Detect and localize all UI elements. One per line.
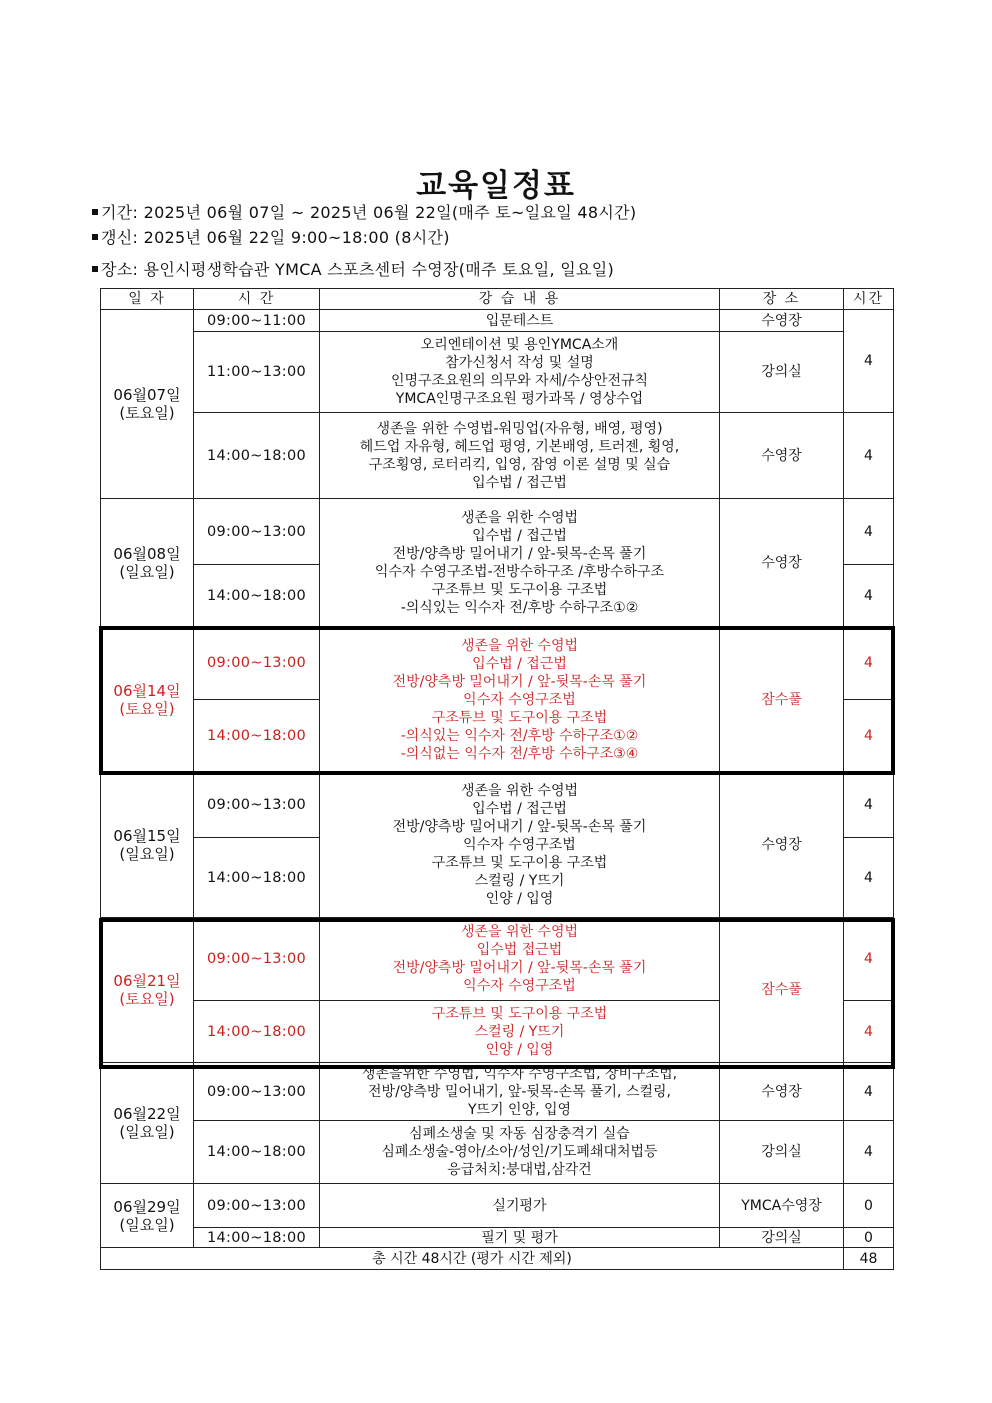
hours-cell: 4 [844, 838, 894, 918]
info-place: 장소: 용인시평생학습관 YMCA 스포츠센터 수영장(매주 토요일, 일요일) [92, 257, 614, 280]
date-cell: 06월29일 (일요일) [101, 1184, 194, 1248]
time-cell: 14:00~18:00 [194, 1001, 320, 1063]
date-cell: 06월22일 (일요일) [101, 1063, 194, 1184]
place-cell: 수영장 [720, 310, 844, 332]
header-time: 시 간 [194, 289, 320, 310]
bullet-icon [92, 266, 98, 272]
place-cell: 수영장 [720, 499, 844, 627]
hours-cell: 0 [844, 1228, 894, 1248]
content-cell: 구조튜브 및 도구이용 구조법 스컬링 / Y뜨기 인양 / 입영 [320, 1001, 720, 1063]
content-cell: 생존을 위한 수영법 입수법 / 접근법 전방/양측방 밀어내기 / 앞-뒷목-손목 풀기 익수자 수영구조법-전방수하구조 /후방수하구조 구조튜브 및 도구이용 구조법 -의식있는 익수자 전/후방 수하구조①② [320, 499, 720, 627]
time-cell: 09:00~13:00 [194, 773, 320, 838]
content-cell: 생존을 위한 수영법 입수법 / 접근법 전방/양측방 밀어내기 / 앞-뒷목-손목 풀기 익수자 수영구조법 구조튜브 및 도구이용 구조법 -의식있는 익수자 전/후방 수하구조①② -의식없는 익수자 전/후방 수하구조③④ [320, 627, 720, 773]
table-row [101, 310, 894, 332]
content-cell: 생존을 위한 수영법-워밍업(자유형, 배영, 평영) 헤드업 자유형, 헤드업 평영, 기본배영, 트러젠, 횡영, 구조횡영, 로터리킥, 입영, 잠영 이론 설명 및 실습 입수법 / 접근법 [320, 413, 720, 499]
time-cell: 14:00~18:00 [194, 1121, 320, 1184]
place-cell: 수영장 [720, 773, 844, 918]
time-cell: 09:00~13:00 [194, 918, 320, 1001]
content-cell: 입문테스트 [320, 310, 720, 332]
time-cell: 14:00~18:00 [194, 838, 320, 918]
table-row [101, 627, 894, 700]
time-cell: 09:00~13:00 [194, 627, 320, 700]
hours-cell: 4 [844, 499, 894, 565]
table-row [101, 1228, 894, 1248]
table-row [101, 499, 894, 565]
date-cell: 06월14일 (토요일) [101, 627, 194, 773]
table-row [101, 918, 894, 1001]
bullet-icon [92, 209, 98, 215]
date-cell: 06월15일 (일요일) [101, 773, 194, 918]
content-cell: 심폐소생술 및 자동 심장충격기 실습 심폐소생술-영아/소아/성인/기도폐쇄대처법등 응급처치:붕대법,삼각건 [320, 1121, 720, 1184]
total-hours: 48 [844, 1248, 894, 1270]
content-cell: 실기평가 [320, 1184, 720, 1228]
hours-cell: 4 [844, 773, 894, 838]
place-cell: 강의실 [720, 1228, 844, 1248]
table-row [101, 332, 894, 413]
hours-cell: 4 [844, 918, 894, 1001]
header-content: 강 습 내 용 [320, 289, 720, 310]
table-row [101, 1184, 894, 1228]
time-cell: 14:00~18:00 [194, 413, 320, 499]
place-cell: 수영장 [720, 1063, 844, 1121]
table-row [101, 1121, 894, 1184]
hours-cell: 4 [844, 700, 894, 773]
table-row [101, 773, 894, 838]
page-title: 교육일정표 [416, 168, 576, 204]
time-cell: 14:00~18:00 [194, 1228, 320, 1248]
hours-cell: 4 [844, 1121, 894, 1184]
content-cell: 생존을위한 수영법, 익수자 수영구조법, 장비구조법, 전방/양측방 밀어내기, 앞-뒷목-손목 풀기, 스컬링, Y뜨기 인양, 입영 [320, 1063, 720, 1121]
content-cell: 생존을 위한 수영법 입수법 접근법 전방/양측방 밀어내기 / 앞-뒷목-손목 풀기 익수자 수영구조법 [320, 918, 720, 1001]
hours-cell: 0 [844, 1184, 894, 1228]
schedule-table [100, 288, 894, 1270]
content-cell: 오리엔테이션 및 용인YMCA소개 참가신청서 작성 및 설명 인명구조요원의 의무와 자세/수상안전규칙 YMCA인명구조요원 평가과목 / 영상수업 [320, 332, 720, 413]
date-cell: 06월21일 (토요일) [101, 918, 194, 1063]
header-hours: 시간 [844, 289, 894, 310]
place-cell: 강의실 [720, 1121, 844, 1184]
place-cell: 수영장 [720, 413, 844, 499]
content-cell: 필기 및 평가 [320, 1228, 720, 1248]
date-cell: 06월07일 (토요일) [101, 310, 194, 499]
place-cell: YMCA수영장 [720, 1184, 844, 1228]
info-renewal: 갱신: 2025년 06월 22일 9:00~18:00 (8시간) [92, 225, 450, 248]
hours-cell: 4 [844, 1063, 894, 1121]
table-header-row [101, 289, 894, 310]
hours-cell: 4 [844, 1001, 894, 1063]
header-place: 장 소 [720, 289, 844, 310]
place-cell: 강의실 [720, 332, 844, 413]
time-cell: 11:00~13:00 [194, 332, 320, 413]
time-cell: 09:00~11:00 [194, 310, 320, 332]
time-cell: 09:00~13:00 [194, 499, 320, 565]
total-label: 총 시간 48시간 (평가 시간 제외) [101, 1248, 844, 1270]
time-cell: 14:00~18:00 [194, 565, 320, 627]
time-cell: 09:00~13:00 [194, 1063, 320, 1121]
time-cell: 14:00~18:00 [194, 700, 320, 773]
hours-cell: 4 [844, 413, 894, 499]
time-cell: 09:00~13:00 [194, 1184, 320, 1228]
info-period: 기간: 2025년 06월 07일 ~ 2025년 06월 22일(매주 토~일요일 48시간) [92, 200, 636, 223]
hours-cell: 4 [844, 627, 894, 700]
table-row [101, 413, 894, 499]
content-cell: 생존을 위한 수영법 입수법 / 접근법 전방/양측방 밀어내기 / 앞-뒷목-손목 풀기 익수자 수영구조법 구조튜브 및 도구이용 구조법 스컬링 / Y뜨기 인양 / 입영 [320, 773, 720, 918]
header-date: 일 자 [101, 289, 194, 310]
total-row [101, 1248, 894, 1270]
table-row [101, 1063, 894, 1121]
date-cell: 06월08일 (일요일) [101, 499, 194, 627]
bullet-icon [92, 234, 98, 240]
hours-cell: 4 [844, 310, 894, 413]
hours-cell: 4 [844, 565, 894, 627]
place-cell: 잠수풀 [720, 627, 844, 773]
place-cell: 잠수풀 [720, 918, 844, 1063]
